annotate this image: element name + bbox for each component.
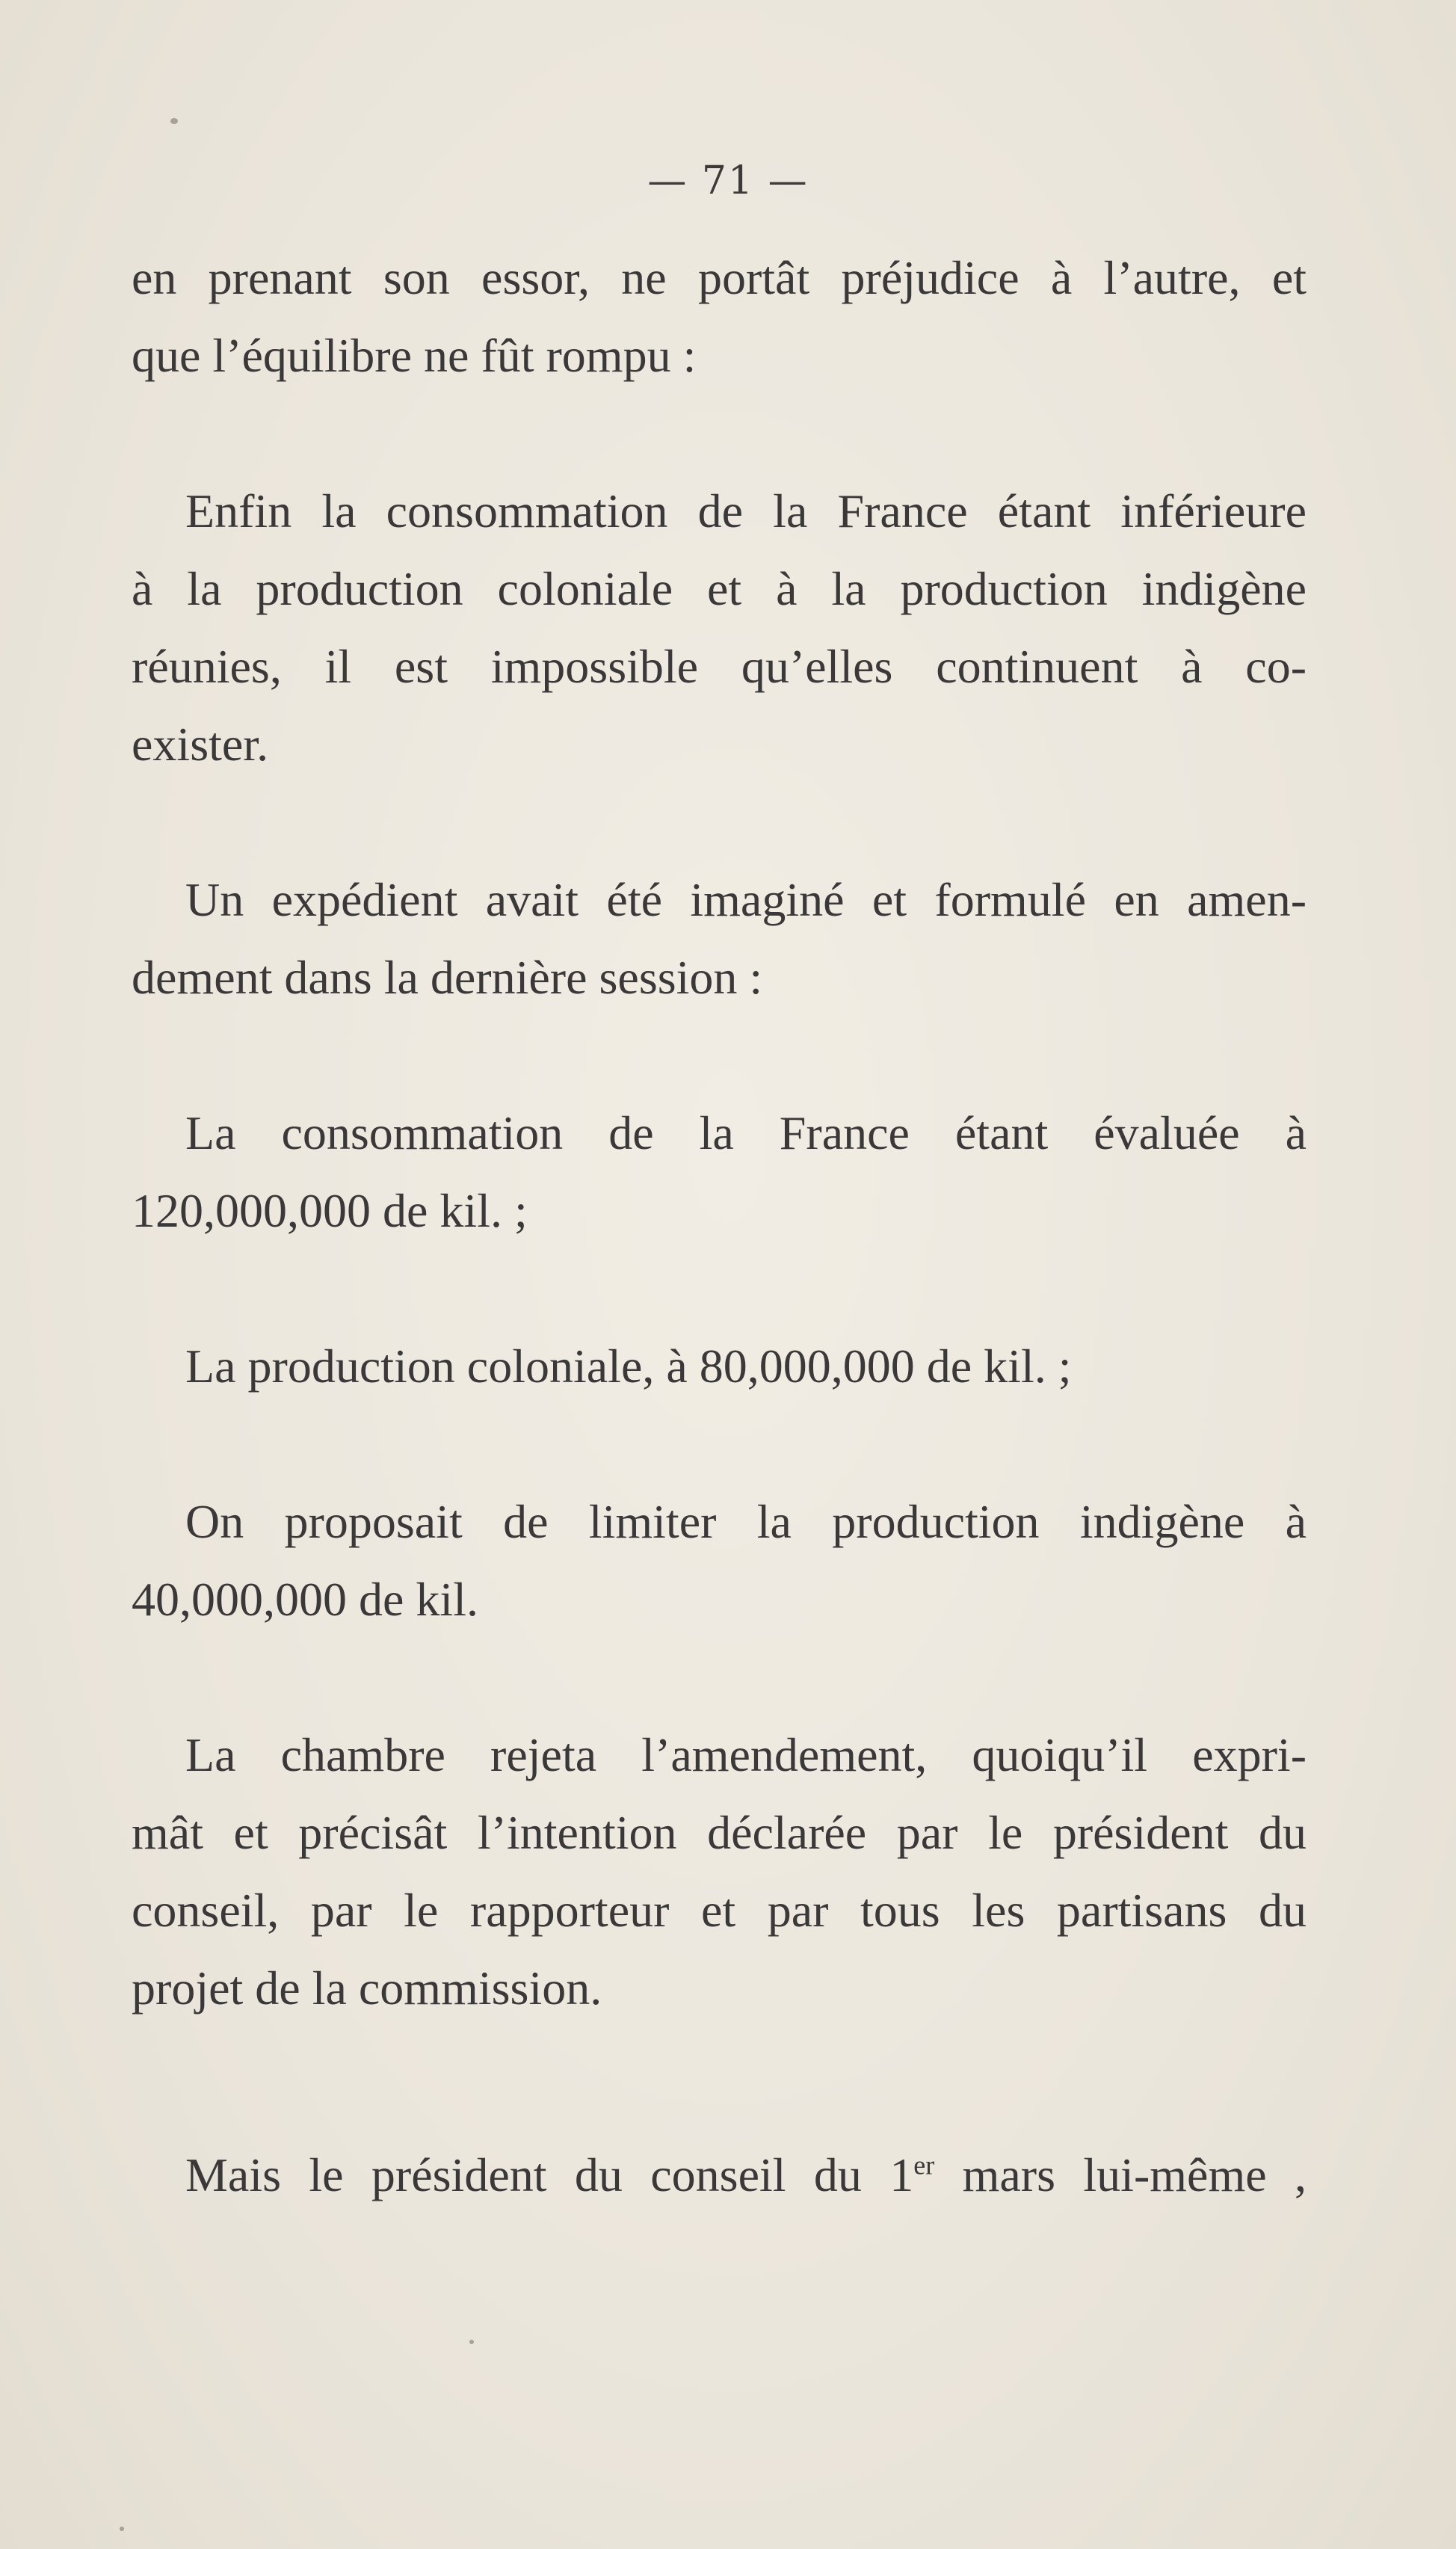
paper-speck — [120, 2527, 124, 2531]
text-line: On proposait de limiter la production indigène à — [185, 1495, 1307, 1548]
text-line: à la production coloniale et à la production indigène — [132, 562, 1307, 615]
text-line — [132, 2136, 1307, 2214]
text-line: Enfin la consommation de la France étant inférieure — [185, 484, 1307, 537]
text-line: projet de la commission. — [132, 1961, 602, 2015]
paper-speck — [170, 118, 178, 124]
paragraph-chambre — [132, 1716, 1307, 2027]
superscript: er — [913, 2150, 935, 2180]
text-line: La production coloniale, à 80,000,000 de kil. ; — [185, 1340, 1072, 1393]
text-line: dement dans la dernière session : — [132, 951, 763, 1004]
paragraph-consommation — [132, 1094, 1307, 1250]
text-line: 40,000,000 de kil. — [132, 1573, 478, 1626]
paragraph-mais — [132, 2136, 1307, 2214]
page-number: — 71 — — [647, 158, 809, 203]
text-line: en prenant son essor, ne portât préjudice à l’autre, et — [132, 251, 1307, 304]
text-line: conseil, par le rapporteur et par tous les partisans du — [132, 1884, 1307, 1937]
text-segment: Mais le président du conseil du 1 — [185, 2148, 914, 2201]
text-line: exister. — [132, 718, 269, 771]
paragraph-production-coloniale — [132, 1328, 1307, 1405]
paper-speck — [469, 2340, 474, 2344]
paragraph-proposait — [132, 1483, 1307, 1639]
text-line: 120,000,000 de kil. ; — [132, 1184, 528, 1237]
text-line: que l’équilibre ne fût rompu : — [132, 329, 697, 382]
paragraph-expedient — [132, 861, 1307, 1017]
text-line: La consommation de la France étant évaluée à — [185, 1106, 1307, 1159]
text-line: mât et précisât l’intention déclarée par le président du — [132, 1806, 1307, 1859]
text-line: réunies, il est impossible qu’elles continuent à co- — [132, 640, 1307, 693]
text-line: La chambre rejeta l’amendement, quoiqu’il expri- — [185, 1728, 1307, 1781]
text-line: Un expédient avait été imaginé et formulé en amen- — [185, 873, 1307, 926]
paragraph-enfin — [132, 472, 1307, 783]
body-text — [132, 239, 1307, 2214]
text-segment: mars lui-même , — [934, 2148, 1307, 2201]
paragraph-continuation — [132, 239, 1307, 395]
